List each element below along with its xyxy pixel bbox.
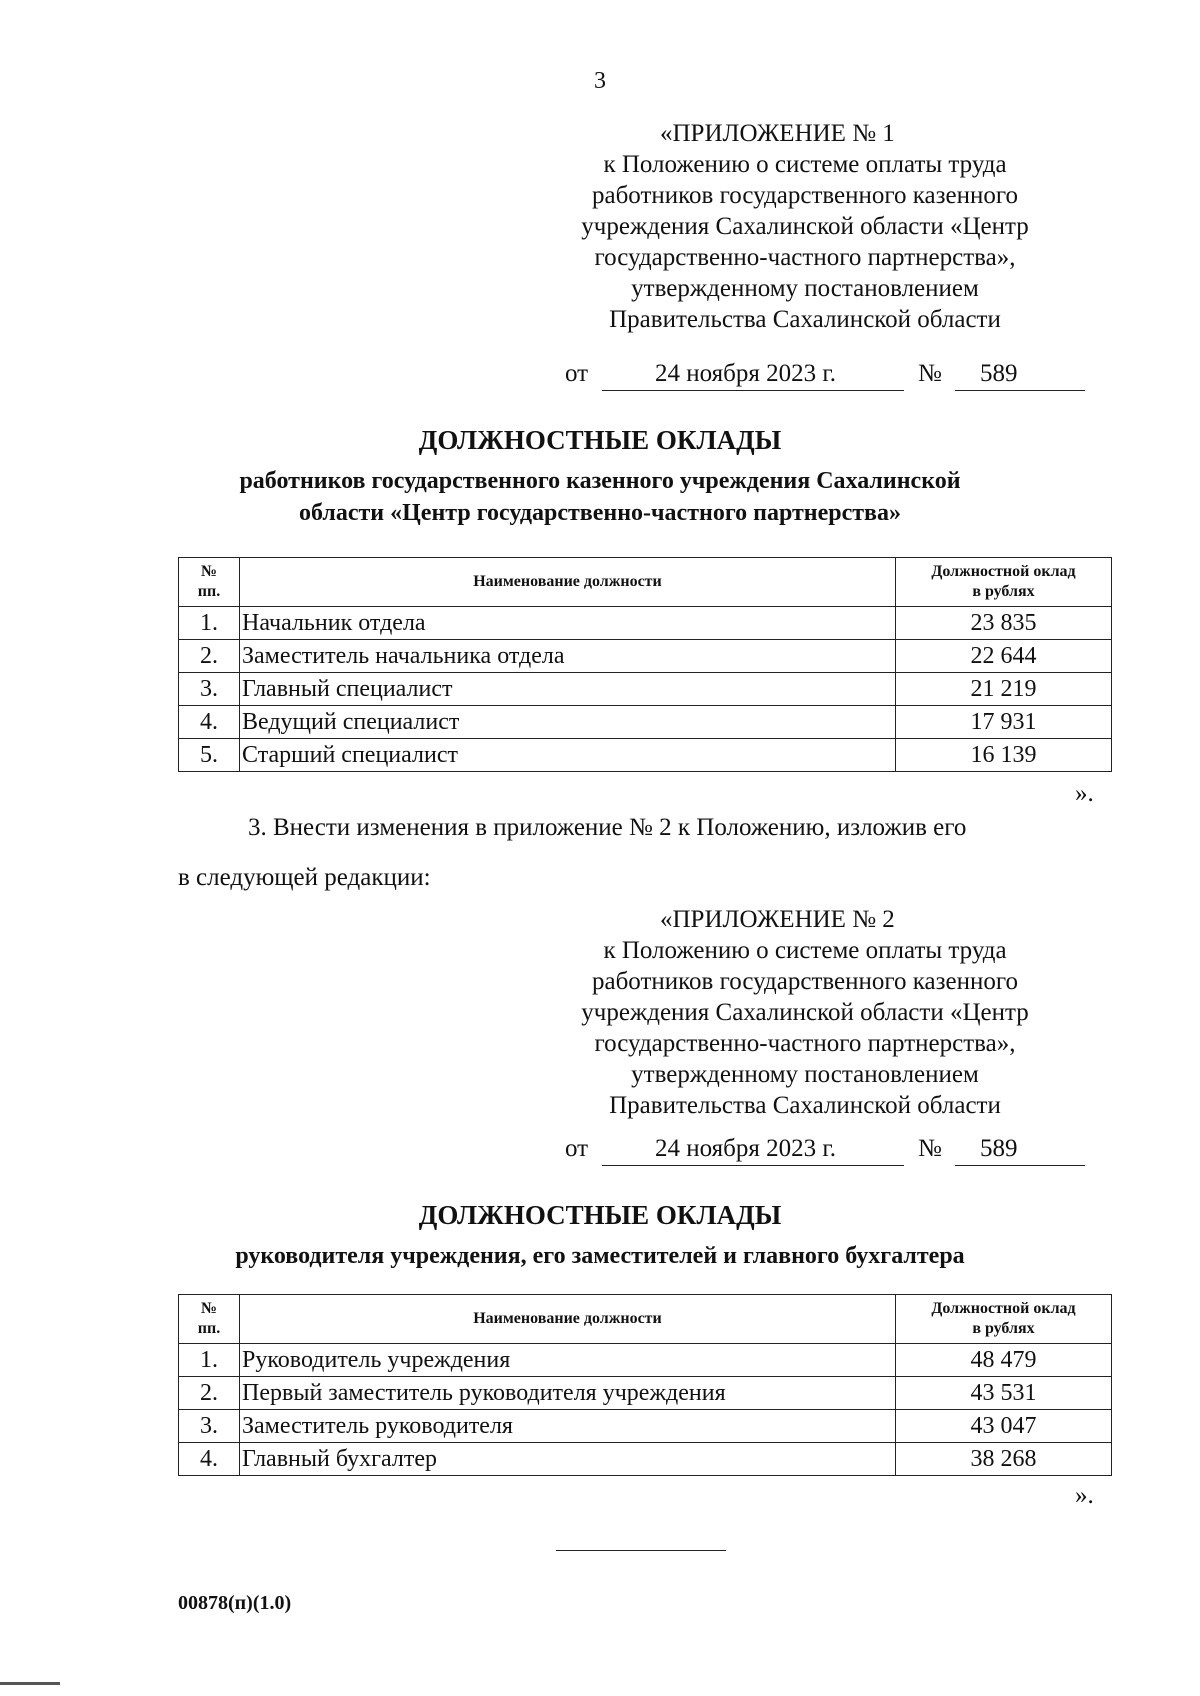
table-row [179, 607, 1112, 640]
row-number: 4. [179, 706, 240, 739]
appendix-2-line: к Положению о системе оплаты труда [603, 937, 1007, 964]
amendment-paragraph [178, 803, 1112, 903]
appendix-1-line: работников государственного казенного [591, 182, 1018, 209]
document-code: 00878(п)(1.0) [178, 1592, 292, 1614]
table-2-subheading: руководителя учреждения, его заместителей и главного бухгалтера [235, 1243, 965, 1269]
col-header-number: № пп. [179, 1295, 240, 1344]
position-name: Старший специалист [240, 739, 896, 772]
date-underline [602, 1165, 904, 1166]
appendix-2-title: «ПРИЛОЖЕНИЕ № 2 [660, 906, 895, 933]
scan-artifact [0, 1682, 60, 1685]
footer-divider [556, 1550, 726, 1551]
date-value: 24 ноября 2023 г. [655, 360, 837, 387]
appendix-1-line: утвержденному постановлением [631, 275, 979, 302]
table-row [179, 640, 1112, 673]
table-row [179, 706, 1112, 739]
row-number: 4. [179, 1443, 240, 1476]
number-value: 589 [980, 360, 1018, 387]
row-number: 1. [179, 1344, 240, 1377]
table-row [179, 1344, 1112, 1377]
table-row [179, 1377, 1112, 1410]
salary-value: 48 479 [896, 1344, 1112, 1377]
position-name: Главный бухгалтер [240, 1443, 896, 1476]
col-header-name: Наименование должности [240, 558, 896, 607]
table-row [179, 673, 1112, 706]
position-name: Первый заместитель руководителя учреждения [240, 1377, 896, 1410]
table-2-heading: ДОЛЖНОСТНЫЕ ОКЛАДЫ [418, 1200, 782, 1230]
date-prefix: от [565, 360, 589, 387]
table-row [179, 1410, 1112, 1443]
salary-value: 43 047 [896, 1410, 1112, 1443]
row-number: 2. [179, 1377, 240, 1410]
table-1-heading: ДОЛЖНОСТНЫЕ ОКЛАДЫ [418, 425, 782, 455]
position-name: Заместитель начальника отдела [240, 640, 896, 673]
salary-value: 16 139 [896, 739, 1112, 772]
table-header-row [179, 1295, 1112, 1344]
salary-value: 17 931 [896, 706, 1112, 739]
table-1-close-quote: ». [1075, 780, 1094, 807]
col-header-salary: Должностной оклад в рублях [896, 1295, 1112, 1344]
date-prefix: от [565, 1135, 589, 1162]
table-1-subheading: области «Центр государственно-частного партнерства» [298, 500, 901, 526]
appendix-1-line: учреждения Сахалинской области «Центр [581, 213, 1029, 240]
number-value: 589 [980, 1135, 1018, 1162]
appendix-2-header [560, 904, 1050, 1121]
salary-value: 22 644 [896, 640, 1112, 673]
date-value: 24 ноября 2023 г. [655, 1135, 837, 1162]
appendix-2-line: работников государственного казенного [591, 968, 1018, 995]
number-underline [955, 390, 1085, 391]
number-prefix: № [918, 360, 942, 387]
salary-value: 38 268 [896, 1443, 1112, 1476]
col-header-number: № пп. [179, 558, 240, 607]
table-1-subheading: работников государственного казенного учреждения Сахалинской [239, 468, 961, 494]
col-header-name: Наименование должности [240, 1295, 896, 1344]
number-prefix: № [918, 1135, 942, 1162]
position-name: Ведущий специалист [240, 706, 896, 739]
table-row [179, 739, 1112, 772]
position-name: Главный специалист [240, 673, 896, 706]
date-underline [602, 390, 904, 391]
row-number: 3. [179, 673, 240, 706]
appendix-2-line: учреждения Сахалинской области «Центр [581, 999, 1029, 1026]
number-underline [955, 1165, 1085, 1166]
appendix-2-line: государственно-частного партнерства», [594, 1030, 1016, 1057]
appendix-1-line: к Положению о системе оплаты труда [603, 151, 1007, 178]
salary-value: 21 219 [896, 673, 1112, 706]
appendix-1-header [560, 118, 1050, 335]
page-number: 3 [594, 68, 606, 94]
appendix-1-line: государственно-частного партнерства», [594, 244, 1016, 271]
position-name: Руководитель учреждения [240, 1344, 896, 1377]
appendix-1-date-row [560, 360, 1080, 390]
row-number: 5. [179, 739, 240, 772]
appendix-2-line: утвержденному постановлением [631, 1061, 979, 1088]
appendix-1-title: «ПРИЛОЖЕНИЕ № 1 [660, 120, 895, 147]
position-name: Заместитель руководителя [240, 1410, 896, 1443]
paragraph-line: в следующей редакции: [178, 864, 431, 891]
salary-table-2 [178, 1294, 1112, 1476]
paragraph-line: 3. Внести изменения в приложение № 2 к Положению, изложив его [248, 814, 967, 841]
position-name: Начальник отдела [240, 607, 896, 640]
salary-value: 23 835 [896, 607, 1112, 640]
table-row [179, 1443, 1112, 1476]
appendix-1-line: Правительства Сахалинской области [609, 306, 1001, 333]
row-number: 1. [179, 607, 240, 640]
table-2-close-quote: ». [1075, 1482, 1094, 1509]
table-header-row [179, 558, 1112, 607]
col-header-salary: Должностной оклад в рублях [896, 558, 1112, 607]
appendix-2-date-row [560, 1135, 1080, 1165]
salary-table-1 [178, 557, 1112, 772]
row-number: 2. [179, 640, 240, 673]
salary-value: 43 531 [896, 1377, 1112, 1410]
row-number: 3. [179, 1410, 240, 1443]
appendix-2-line: Правительства Сахалинской области [609, 1092, 1001, 1119]
